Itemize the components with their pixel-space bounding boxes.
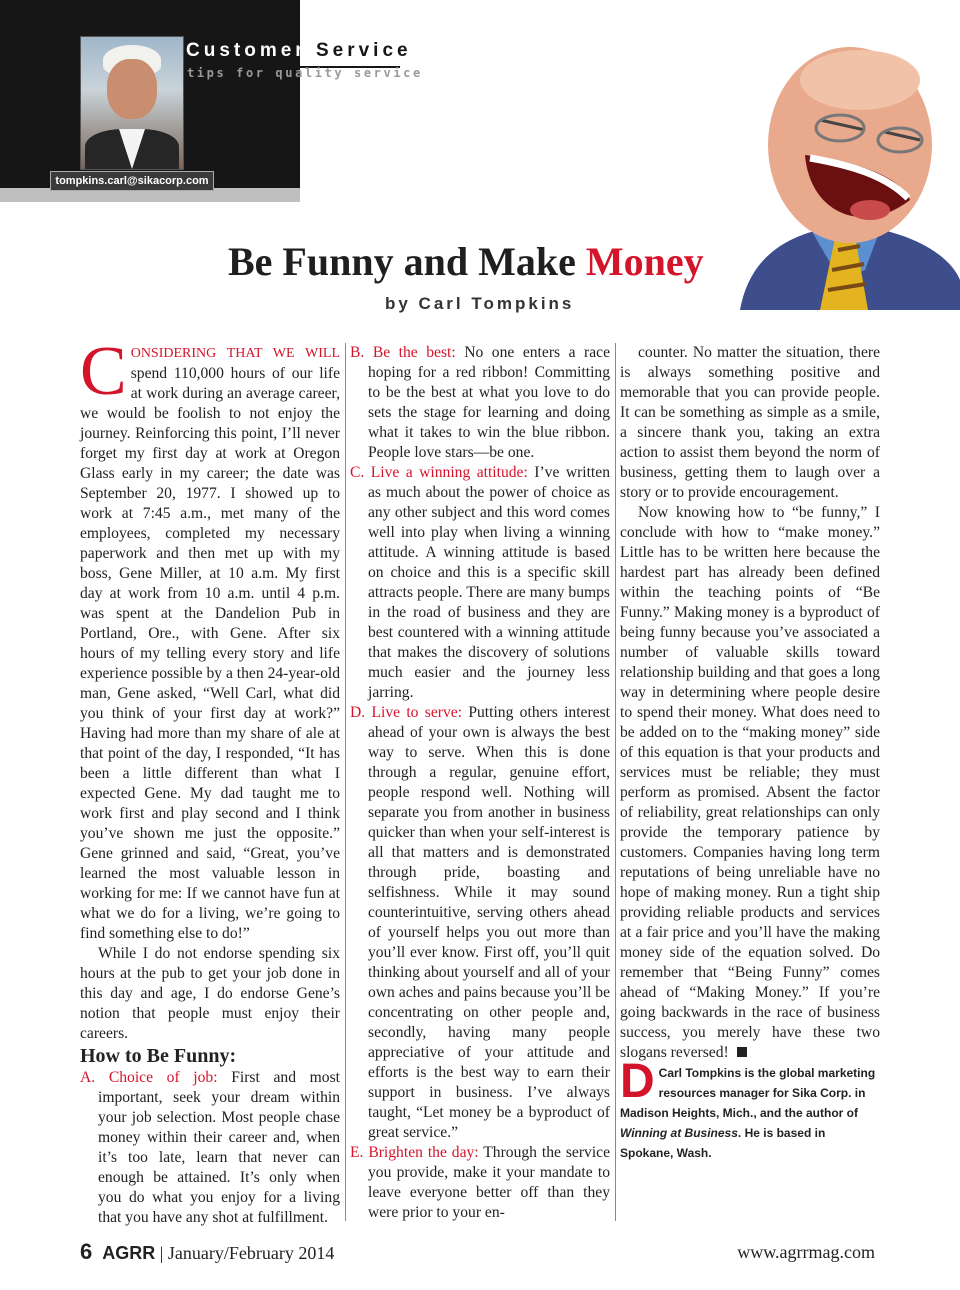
point-d: [350, 703, 610, 1143]
point-text: First and most important, seek your dream within your job selection. Most people chase money within their career and, when it’s too late, learn that never can enough be attained. It’s only when you do what you enjoy for a living that you have any shot at fulfillment.: [98, 1069, 340, 1226]
subheading: How to Be Funny:: [80, 1045, 237, 1067]
drop-cap: C: [80, 333, 127, 410]
point-label: E. Brighten the day:: [350, 1144, 479, 1161]
point-b: [350, 343, 610, 463]
author-bio: [620, 1055, 880, 1163]
lead-in: ONSIDERING THAT WE WILL: [130, 346, 340, 361]
point-label: C. Live a winning attitude:: [350, 464, 528, 481]
point-c: [350, 463, 610, 703]
title-red-word: Money: [585, 239, 704, 284]
paragraph-closing: [620, 503, 880, 1063]
footer-left: 6 AGRR | January/February 2014: [80, 1239, 335, 1264]
issue-date: January/February 2014: [167, 1243, 335, 1263]
intro-text: spend 110,000 hours of our life at work during an average career, we would be foolish to not enjoy the journey. Reinforcing this point, I’ll never forget my first day at work at Oregon Glass early in my career; the date was September 20, 1977. I showed up to work at 7:45 a.m., met many of the employees, completed my necessary paperwork and then met up with my boss, Gene Miller, at 10 a.m. My first day at work from 10 a.m. until 4 p.m. was spent at the Dandelion Pub in Portland, Ore., with Gene. After six hours of my telling every story and life experience possible by a then 24-year-old man, Gene asked, “Well Carl, what did you think of your first day at work?” Having had more than my share of ale at that point of the day, I responded, “It has been a little different than what I expected Gene. My dad taught me to work first and play second and I think you’ve shown me just the opposite.” Gene grinned and said, “Great, you’ve learned the most valuable lesson in working for me: If we cannot have fun at what we do for a living, we’re going to find something else to do!”: [80, 365, 340, 942]
column-divider: [615, 343, 616, 1221]
book-title: Winning at Business: [620, 1126, 738, 1140]
title-main: Be Funny and Make: [228, 239, 586, 284]
author-headshot: [80, 36, 184, 170]
point-a: [80, 1068, 340, 1228]
point-e: [350, 1143, 610, 1223]
page-number: 6: [80, 1239, 93, 1264]
publication-name: AGRR: [102, 1243, 156, 1263]
point-text: Putting others interest ahead of your own is always the best way to serve. When this is done through a regular, genuine effort, people respond well. Nothing will separate you from another in business quicker than when your self-interest is all that matters and is demonstrated through pride, boasting and selfishness. While it may sound counterintuitive, serving others ahead of yourself helps you out more than you’ll ever know. First off, you’ll quit thinking about yourself and all of your own aches and pains because you’ll be concentrating on other people and, secondly, having many people appreciative of your attitude and efforts is the best way to earn their support in business. I’ve always taught, “Let money be a byproduct of great service.”: [368, 704, 610, 1141]
intro-paragraph: [80, 333, 340, 944]
point-text: Through the service you provide, make it your mandate to leave everyone better off than they were prior to your en-: [368, 1144, 611, 1221]
section-subtitle: tips for quality service: [187, 66, 423, 80]
section-title-left: Customer: [186, 40, 307, 61]
laughing-man-photo: [700, 40, 960, 310]
end-mark-icon: [737, 1047, 747, 1057]
website-link[interactable]: www.agrrmag.com: [737, 1242, 875, 1262]
point-label: B. Be the best:: [350, 344, 456, 361]
bio-drop-cap: D: [620, 1055, 655, 1108]
article-column-3: [620, 343, 880, 1163]
point-label: A. Choice of job:: [80, 1069, 218, 1086]
article-title: [228, 238, 704, 285]
bio-text: Carl Tompkins is the global marketing resources manager for Sika Corp. in Madison Heights, Mich., and the author of: [620, 1066, 876, 1120]
author-email[interactable]: tompkins.carl@sikacorp.com: [50, 171, 214, 191]
section-title: [186, 40, 412, 62]
point-text: No one enters a race hoping for a red ribbon! Committing to be the best at what you love to do sets the stage for learning and doing what it takes to win the blue ribbon. People love stars—be one.: [368, 344, 610, 461]
byline: by Carl Tompkins: [385, 294, 575, 313]
paragraph: While I do not endorse spending six hours at the pub to get your job done in this day and age, I do endorse Gene’s notion that people must enjoy their careers.: [80, 945, 340, 1042]
point-label: D. Live to serve:: [350, 704, 463, 721]
point-text: I’ve written as much about the power of choice as any other subject and this word comes well into play when living a winning attitude. A winning attitude is based on choice and this is a specific skill attracts people. There are many bumps in the road of business and they are best countered with a winning attitude that makes the discovery of solutions much easier and the journey less jarring.: [368, 464, 610, 701]
article-column-1: [80, 333, 340, 1228]
article-column-2: [350, 343, 610, 1223]
paragraph: counter. No matter the situation, there is always something positive and memorable that you can provide people. It can be something as simple as a smile, a sincere thank you, taking an extra action to assist them beyond the norm of business, getting them to laugh over a story or to provide encouragement.: [620, 344, 880, 501]
closing-text: Now knowing how to “be funny,” I conclude with how to “make money.” Little has to be written here because the hardest part has already been defined within the teaching points of “Be Funny.” Making money is a byproduct of being funny because you’ve associated a number of valuable skills toward relationship building and that goes a long way in determining where people desire to spend their money. What does need to be added on to the “making money” side of this equation is that your products and services must be reliable; they must perform as promised. Absent the factor of reliability, great relationships can only provide the temporary patience by customers. Companies having long term reputations of being unreliable have no hope of making money. Run a tight ship providing reliable products and services at a fair price and you’ll have the making money side of the equation solved. Do remember that “Being Funny” comes ahead of “Making Money.” If you’re going backwards in the race of business success, you merely have these two slogans reversed!: [620, 504, 880, 1061]
column-divider: [345, 343, 346, 1221]
bio-text-end: . He is based in Spokane, Wash.: [620, 1126, 826, 1160]
section-title-right: Service: [315, 40, 412, 61]
